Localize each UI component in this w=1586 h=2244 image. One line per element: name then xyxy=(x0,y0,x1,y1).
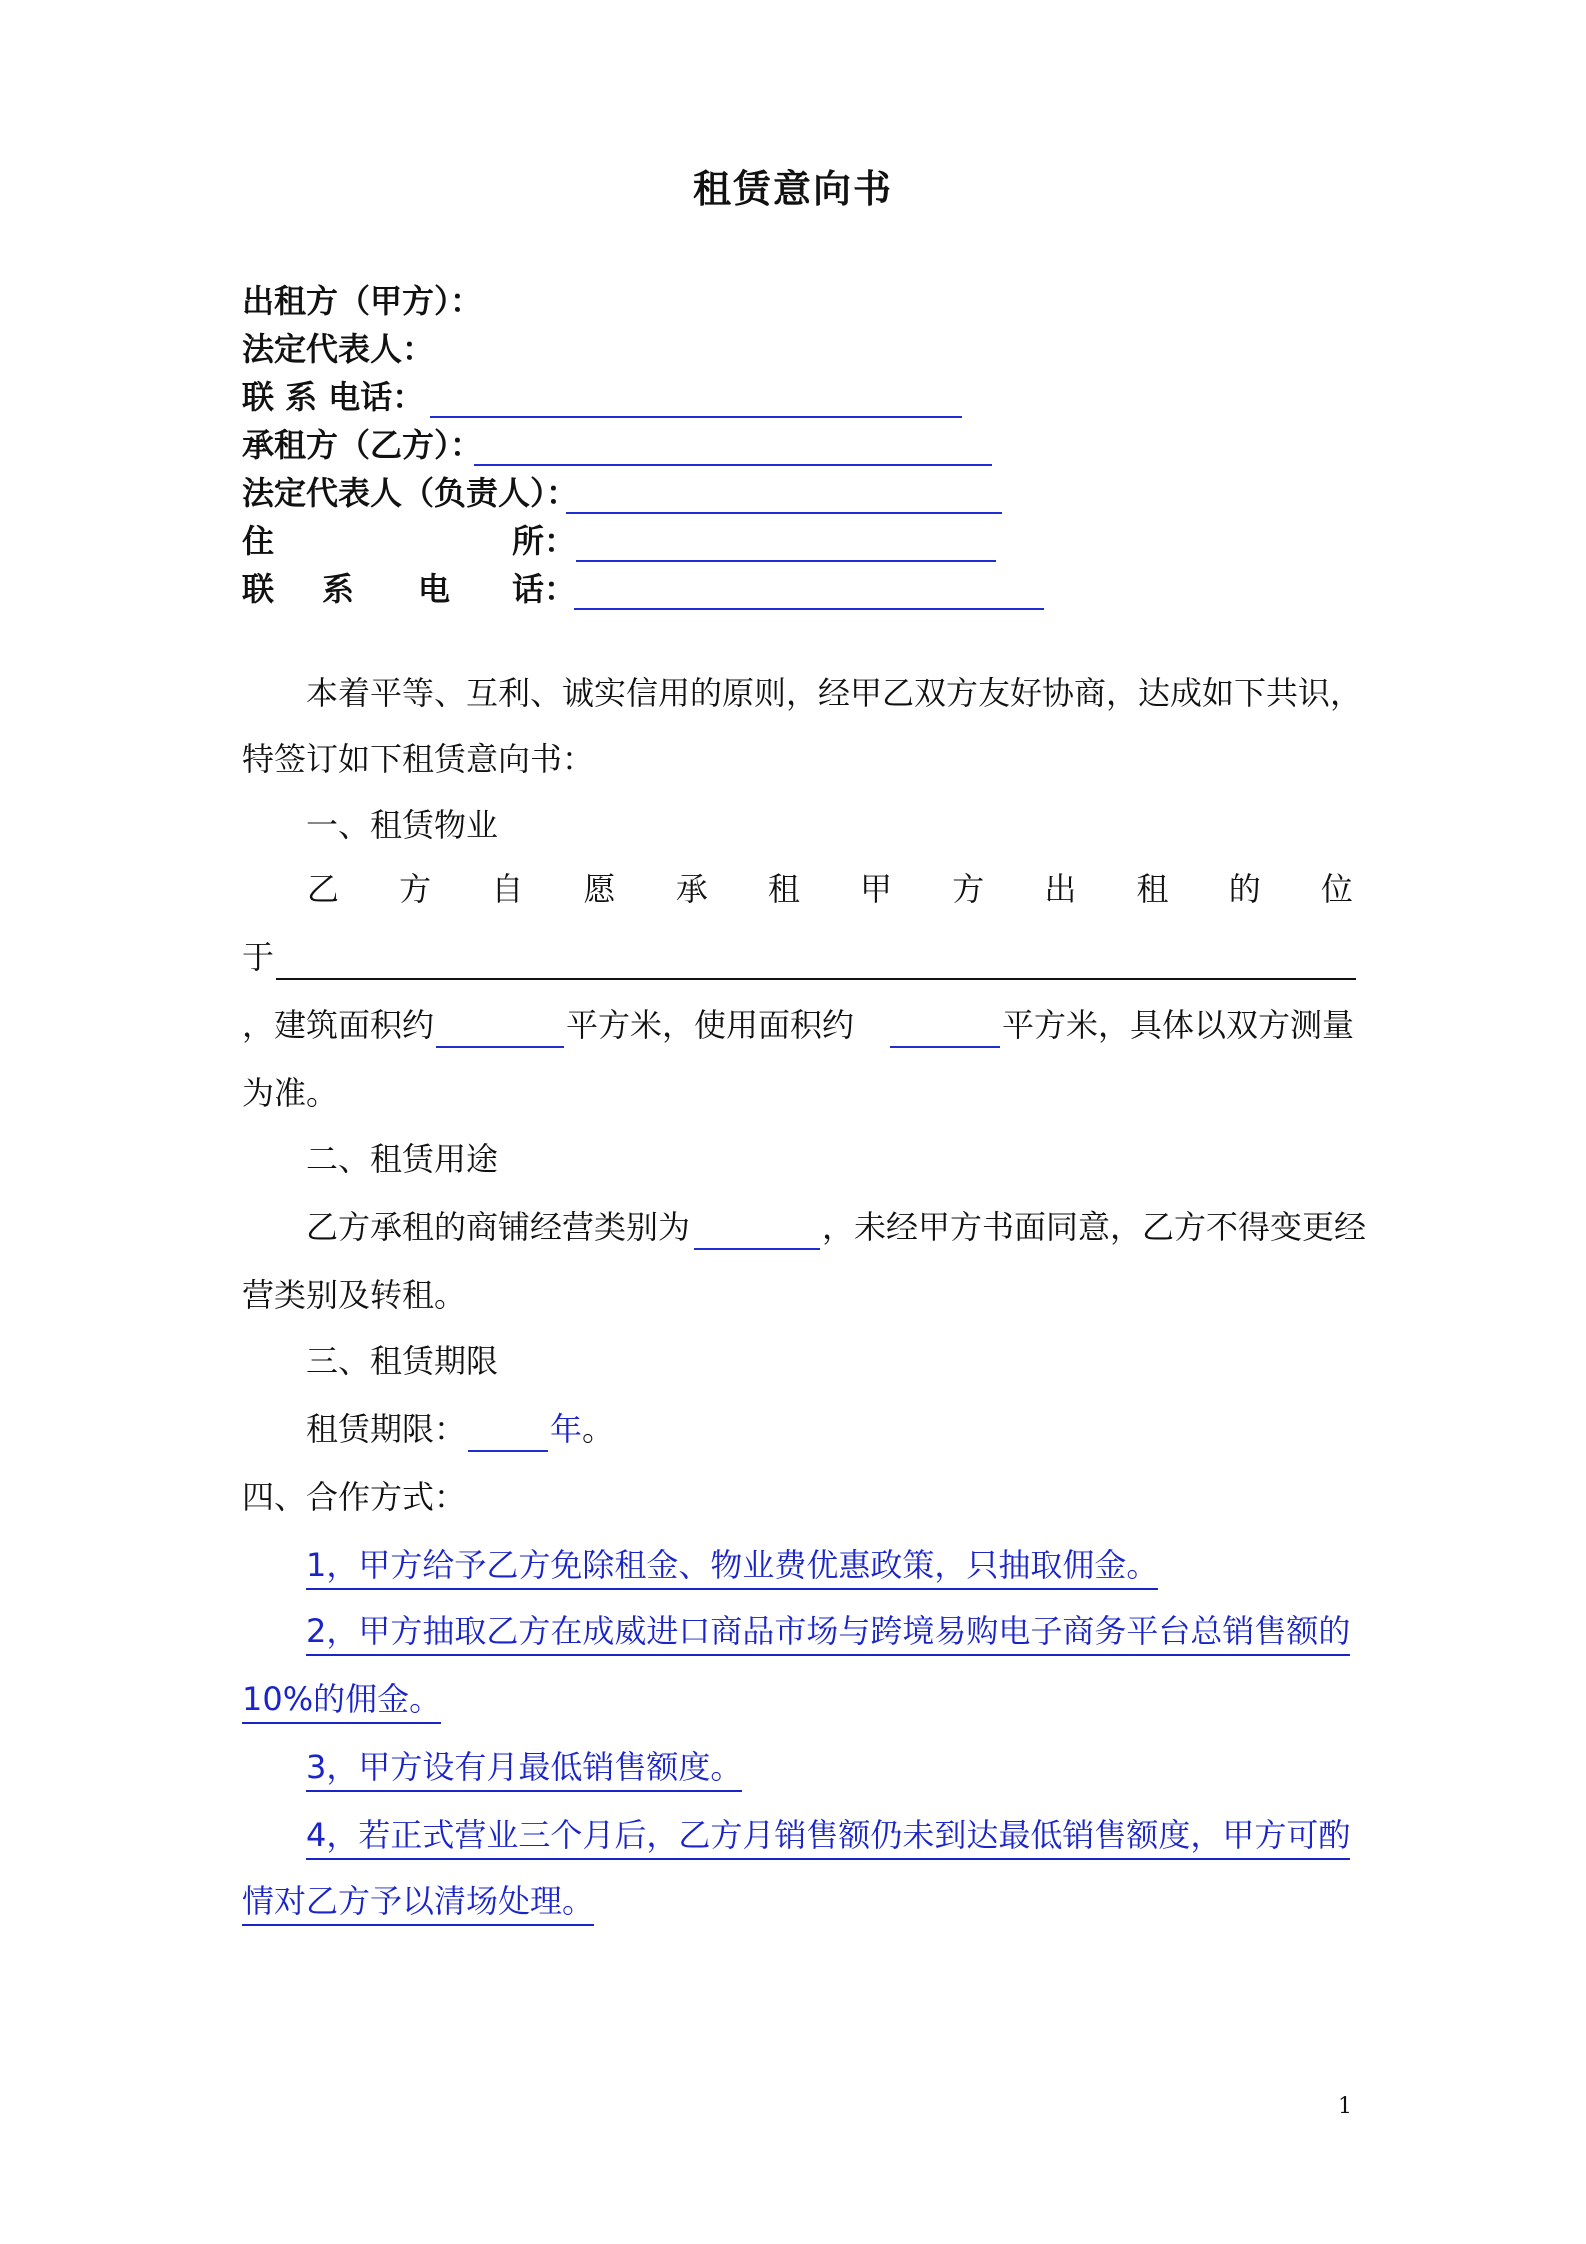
cooperation-item-4-line-2: 情对乙方予以清场处理。 xyxy=(242,1882,594,1926)
section-1-heading: 一、租赁物业 xyxy=(306,806,499,844)
term-label: 租赁期限： xyxy=(306,1410,467,1448)
building-area-label: ，建筑面积约 xyxy=(242,1006,435,1044)
spread-char: 租 xyxy=(1136,870,1169,908)
spread-char: 承 xyxy=(675,870,708,908)
term-field[interactable] xyxy=(468,1450,548,1452)
section-4-heading: 四、合作方式： xyxy=(242,1478,467,1516)
spread-char: 甲 xyxy=(860,870,893,908)
phone-label-1: 联 系 电话： xyxy=(242,378,425,416)
phone-2-field[interactable] xyxy=(574,608,1044,610)
usable-area-field[interactable] xyxy=(890,1046,1000,1048)
address-label-b: 所： xyxy=(512,522,577,560)
term-unit: 年 xyxy=(550,1410,583,1448)
cooperation-item-2-line-2: 10%的佣金。 xyxy=(242,1680,441,1724)
spread-char: 方 xyxy=(399,870,432,908)
lessor-label: 出租方（甲方）： xyxy=(242,282,483,320)
section-3-heading: 三、租赁期限 xyxy=(306,1342,499,1380)
spread-char: 出 xyxy=(1044,870,1077,908)
spread-char: 方 xyxy=(952,870,985,908)
section-2-heading: 二、租赁用途 xyxy=(306,1140,499,1178)
legal-rep-2-field[interactable] xyxy=(566,512,1002,514)
location-field[interactable] xyxy=(276,978,1356,980)
building-area-field[interactable] xyxy=(436,1046,564,1048)
cooperation-item-2-line-1: 2，甲方抽取乙方在成威进口商品市场与跨境易购电子商务平台总销售额的 xyxy=(306,1612,1350,1656)
business-type-clause: ，未经甲方书面同意，乙方不得变更经 xyxy=(822,1208,1367,1246)
intro-line-1: 本着平等、互利、诚实信用的原则，经甲乙双方友好协商，达成如下共识， xyxy=(306,674,1363,712)
spread-char: 乙 xyxy=(307,870,340,908)
cooperation-item-1: 1，甲方给予乙方免除租金、物业费优惠政策，只抽取佣金。 xyxy=(306,1546,1158,1590)
phone-1-field[interactable] xyxy=(430,416,962,418)
lessee-label: 承租方（乙方）： xyxy=(242,426,483,464)
phone-2-char-4: 话： xyxy=(512,570,577,608)
located-at-label: 于 xyxy=(242,938,275,976)
lessee-field[interactable] xyxy=(474,464,992,466)
address-label-a: 住 xyxy=(242,522,275,560)
spread-char: 自 xyxy=(491,870,524,908)
business-type-clause-2: 营类别及转租。 xyxy=(242,1276,467,1314)
usable-area-label: 平方米，使用面积约 xyxy=(566,1006,855,1044)
legal-rep-label: 法定代表人： xyxy=(242,330,435,368)
spread-char: 位 xyxy=(1320,870,1353,908)
cooperation-item-3: 3，甲方设有月最低销售额度。 xyxy=(306,1748,742,1792)
term-end: 。 xyxy=(582,1410,615,1448)
business-type-field[interactable] xyxy=(694,1248,820,1250)
business-type-label: 乙方承租的商铺经营类别为 xyxy=(306,1208,691,1246)
area-unit-label: 平方米，具体以双方测量 xyxy=(1002,1006,1355,1044)
area-note: 为准。 xyxy=(242,1074,339,1112)
section-1-spread-line xyxy=(307,868,1353,910)
cooperation-item-4-line-1: 4，若正式营业三个月后，乙方月销售额仍未到达最低销售额度，甲方可酌 xyxy=(306,1816,1350,1860)
phone-2-char-1: 联 xyxy=(242,570,275,608)
spread-char: 的 xyxy=(1228,870,1261,908)
spread-char: 租 xyxy=(767,870,800,908)
phone-2-char-2: 系 xyxy=(322,570,355,608)
legal-rep-2-label: 法定代表人（负责人）： xyxy=(242,474,579,512)
spread-char: 愿 xyxy=(583,870,616,908)
page-number: 1 xyxy=(1338,2094,1352,2119)
document-title: 租赁意向书 xyxy=(692,167,893,211)
address-field[interactable] xyxy=(576,560,996,562)
phone-2-char-3: 电 xyxy=(418,570,451,608)
intro-line-2: 特签订如下租赁意向书： xyxy=(242,740,595,778)
